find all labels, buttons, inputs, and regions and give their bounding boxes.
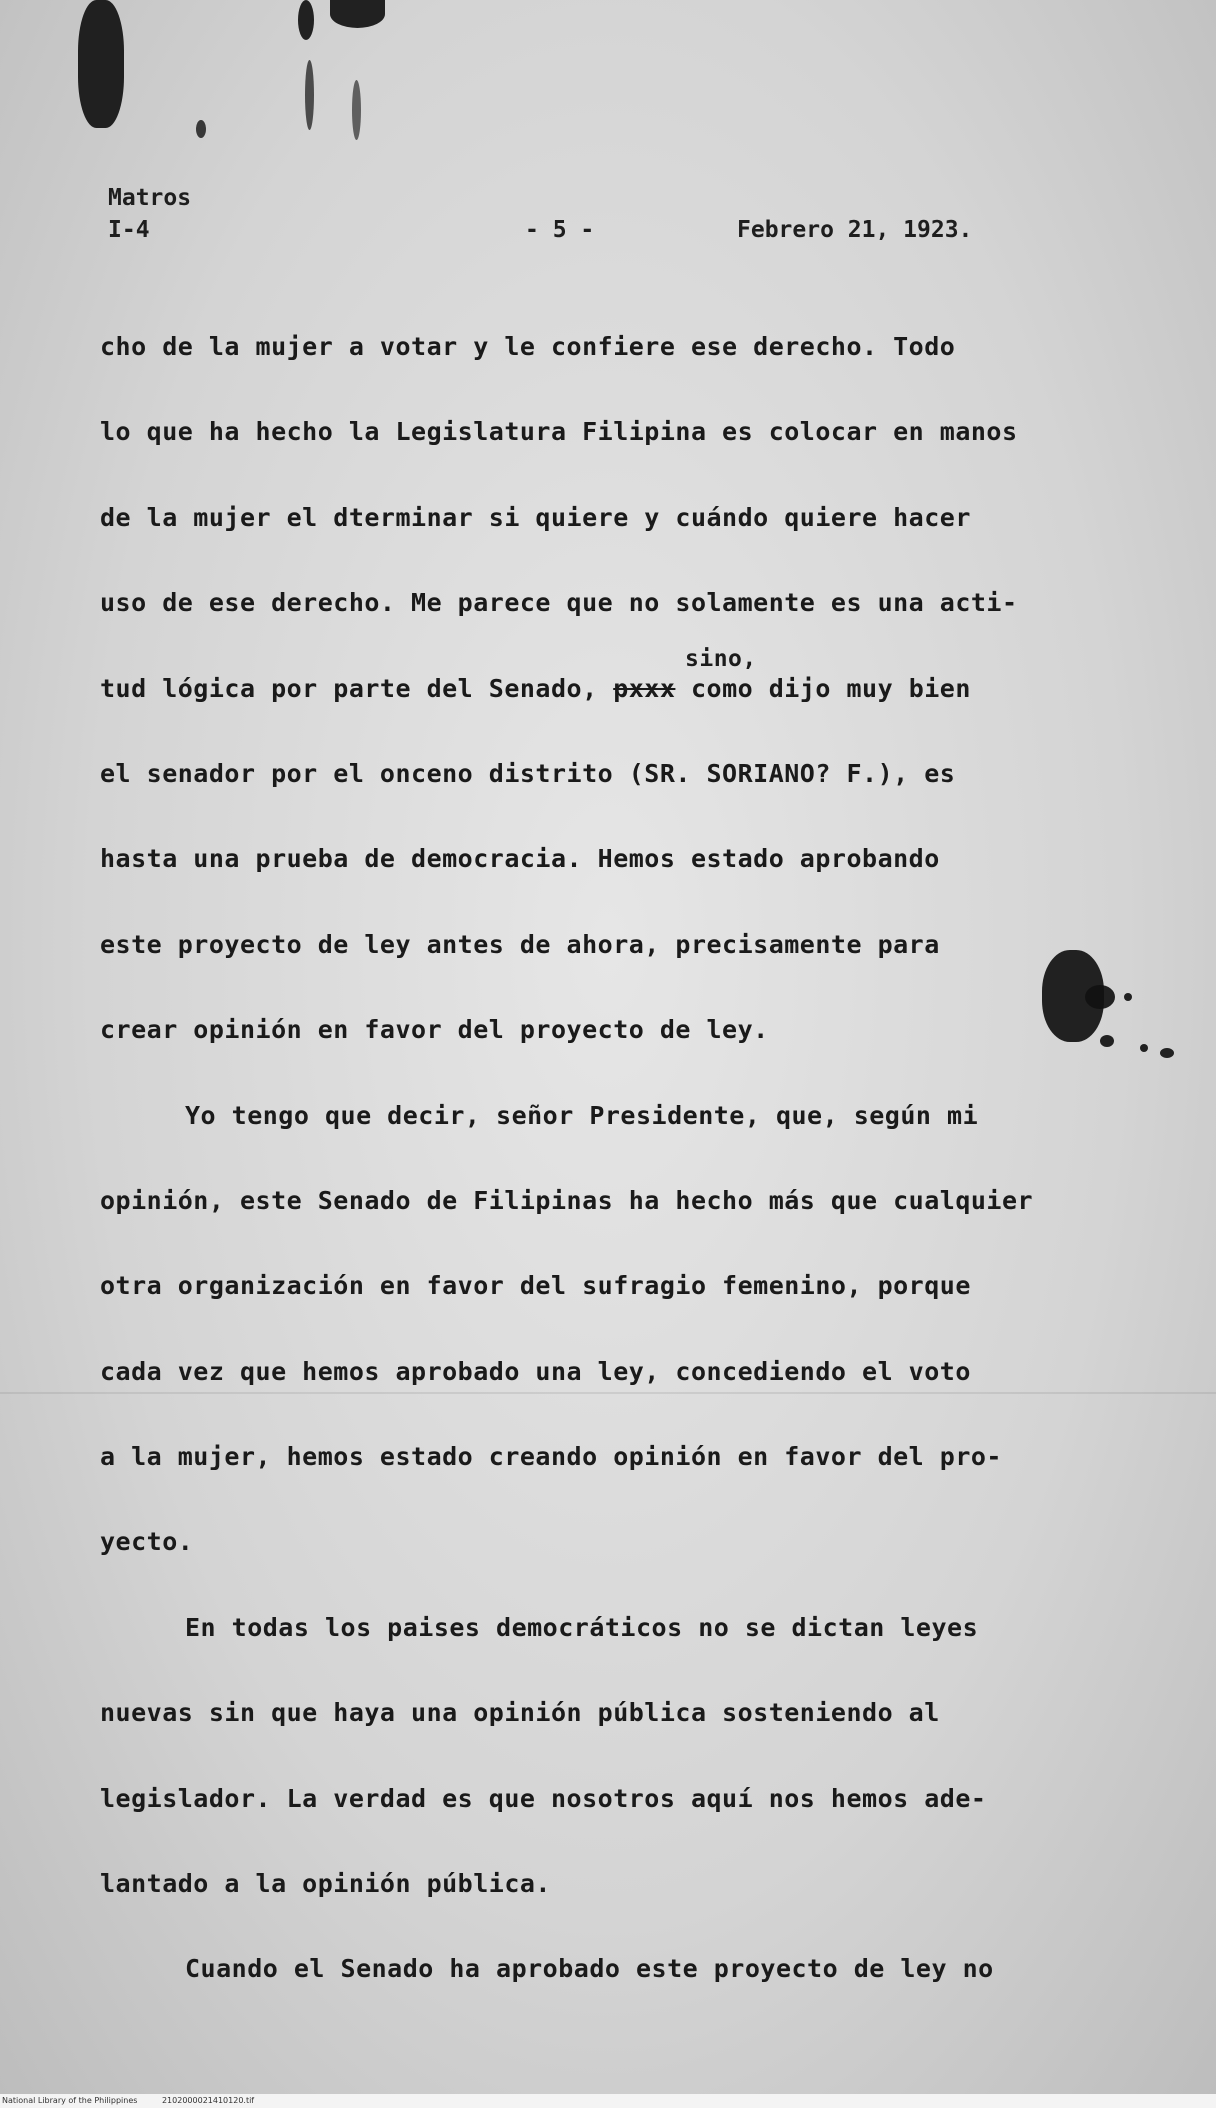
text-line: Yo tengo que decir, señor Presidente, que, según mi [185, 1100, 979, 1130]
ink-blot [1160, 1048, 1174, 1058]
text-line: Cuando el Senado ha aprobado este proyecto de ley no [185, 1954, 994, 1984]
ink-blot [352, 80, 361, 140]
typed-body [100, 325, 1150, 2033]
text-segment: tud lógica por parte del Senado, [100, 673, 598, 703]
header-code: I-4 [108, 217, 150, 243]
document-date: Febrero 21, 1923. [737, 217, 973, 243]
text-line: otra organización en favor del sufragio femenino, porque [100, 1271, 971, 1301]
text-line: a la mujer, hemos estado creando opinión en favor del pro- [100, 1442, 1002, 1472]
text-line: cho de la mujer a votar y le confiere ese derecho. Todo [100, 332, 956, 361]
text-line: lo que ha hecho la Legislatura Filipina es colocar en manos [100, 417, 1018, 447]
page-number: - 5 - [525, 217, 595, 243]
text-line-with-correction [100, 645, 1150, 752]
text-line: nuevas sin que haya una opinión pública sosteniendo al [100, 1698, 940, 1728]
text-line: cada vez que hemos aprobado una ley, concediendo el voto [100, 1356, 971, 1386]
footer-library: National Library of the Philippines [2, 2096, 138, 2105]
page-header [0, 182, 1216, 252]
text-line: de la mujer el dterminar si quiere y cuándo quiere hacer [100, 502, 971, 532]
text-line: crear opinión en favor del proyecto de ley. [100, 1015, 769, 1045]
ink-blot [298, 0, 314, 40]
ink-blot [196, 120, 206, 138]
scan-footer [0, 2094, 1216, 2108]
text-line: el senador por el onceno distrito (SR. SORIANO? F.), es [100, 758, 956, 788]
text-line: uso de ese derecho. Me parece que no solamente es una acti- [100, 588, 1018, 618]
ink-blot [78, 0, 124, 128]
header-reference [108, 182, 191, 246]
ink-blot [330, 0, 385, 28]
text-line: hasta una prueba de democracia. Hemos estado aprobando [100, 844, 940, 874]
text-line: este proyecto de ley antes de ahora, precisamente para [100, 929, 940, 959]
header-name: Matros [108, 185, 192, 211]
struck-word: pxxx [613, 673, 676, 703]
text-line: yecto. [100, 1527, 194, 1557]
text-line: En todas los paises democráticos no se dictan leyes [185, 1612, 979, 1642]
text-segment: como dijo muy bien [690, 673, 971, 703]
text-line: lantado a la opinión pública. [100, 1869, 551, 1899]
footer-file: 2102000021410120.tif [161, 2096, 255, 2105]
text-line: legislador. La verdad es que nosotros aquí nos hemos ade- [100, 1783, 987, 1813]
text-line: opinión, este Senado de Filipinas ha hecho más que cualquier [100, 1185, 1034, 1215]
ink-blot [305, 60, 314, 130]
handwritten-insertion: sino, [685, 645, 757, 672]
